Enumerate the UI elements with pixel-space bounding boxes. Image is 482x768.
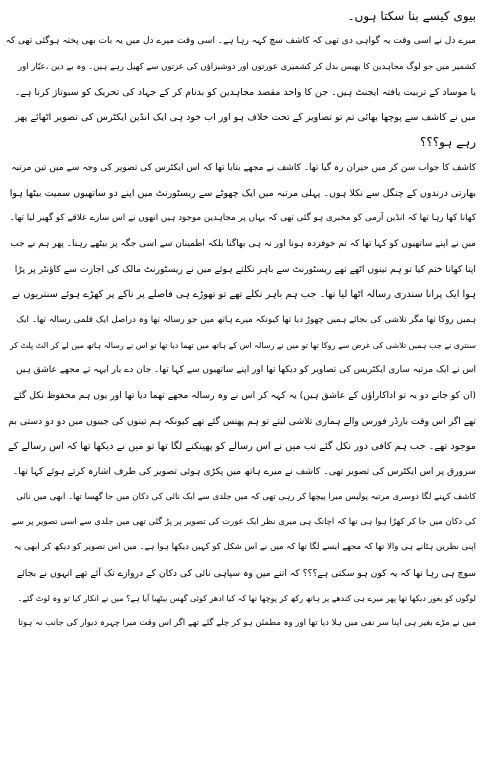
text-line: کشمیر میں جو لوگ مجاہدین کا بھیس بدل کر کشمیری عورتوں اور دوشیزاؤں کی عزتوں سے کھیل رہے ہیں۔ وہ بے دین ،عیّار اور <box>17 61 476 72</box>
text-line: لوگوں کو بغور دیکھا تھا پھر میرے ہی کندھے پر ہاتھ رکھ کر پوچھا تھا کہ کیا ادھر کوئی گھس بیٹھیا آیا ہے؟ میں نے انکار کیا تو وہ لوٹ گئے۔ <box>17 593 476 603</box>
paragraph <box>6 485 476 637</box>
text-line: اپنا کھانا ختم کیا تو ہم تینوں اٹھے تھے ریسٹورنٹ سے باہر نکلتے ہوئے میں نے ریسٹورنٹ مالک کی اجازت سے کاؤنٹر پر پڑا <box>14 263 476 275</box>
text-line: کھانا کھا رہا تھا کہ انڈین آرمی کو مخبری ہو گئی تھی کہ یہاں پر مجاہدین موجود ہیں انھوں نے اس سارے علاقے کو گھیر لیا تھا۔ <box>9 213 476 224</box>
text-line: ہوا ایک پرانا سندری رسالہ اٹھا لیا تھا۔ جب ہم باہر نکلے تھے تو تھوڑے ہی فاصلے پر ناکے پر کھڑے ہوئے سنتریوں نے <box>11 289 476 301</box>
text-line: اپنی نظریں ہٹانے ہی والا تھا کہ مجھے ایسے لگا تھا کہ میں نے اس شکل کو کہیں دیکھا ہوا ہے۔ میں اس تصویر کو دیکھ کر ابھی یہ <box>13 542 476 553</box>
text-line: میں نے کاشف سے پوچھا بھائی تم تو تصاویر کے تحت خلاف ہو اور اب خود ہی ایک انڈین ایکٹرس کی تصویر اٹھائے پھر <box>15 112 476 124</box>
text-line: بیوی کیسے بنا سکتا ہوں۔ <box>347 9 476 23</box>
text-line: میں نے مڑے بغیر ہی اپنا سر نفی میں ہلا دیا تھا اور وہ مطمئن ہو کر چلے گئے تھے اگر اس وقت میرا چہرہ دیوار کی جانب نہ ہوتا <box>18 618 476 629</box>
paragraph <box>6 156 476 485</box>
text-line: اس نے ایک مرتبہ ساری ایکٹریس کی تصاویر کو دیکھا تھا اور اپنے ساتھیوں سے کہا تھا۔ جان دے یار ایہہ تے مجھے عاشق ہیں <box>16 365 476 376</box>
text-line: تھے اگر اس وقت بارڈر فورس والے ہماری تلاشی لیتے تو ہم پھنس گئے تھے کیونکہ ہم تینوں کی جیبوں میں دو دو دستی بم <box>8 415 476 427</box>
text-line: یا موساد کے تربیت یافتہ ایجنٹ ہیں۔ جن کا واحد مقصد مجاہدین کو بدنام کر کے جہاد کی تحریک کو سبوتاژ کرنا ہے۔ <box>14 86 476 98</box>
text-line: میں نے اپنے ساتھیوں کو کہا تھا کہ تم خوفزدہ ہونا اور نہ ہی بھاگنا بلکہ اطمینان سے اسی جگہ پر بیٹھے رہنا۔ پھر ہم نے جب <box>10 238 476 249</box>
text-line: کاشف کہنے لگا دوسری مرتبہ پولیس میرا پیچھا کر رہی تھی کہ میں جلدی سے ایک نائی کی دکان میں جا گھسا تھا۔ ابھی میں نائی <box>16 491 476 502</box>
text-line: رہے ہو؟؟؟ <box>419 135 476 150</box>
text-line: بھارتی درندوں کے چنگل سے نکلا ہوں۔ پہلی مرتبہ میں ایک چھوٹے سے ریسٹورنٹ میں اپنے دو ساتھیوں سمیت بیٹھا ہوا <box>9 188 476 200</box>
text-line: (ان کو جانے دو یہ تو اداکاراؤں کے عاشق ہیں) یہ کہہ کر اس نے وہ رسالہ مجھے تھما دیا تھا اور یوں ہم محفوظ نکل گئے <box>13 390 476 402</box>
text-line: میرے دل نے اسی وقت یہ گواہی دی تھی کہ کاشف سچ کہہ رہا ہے۔ اسی وقت میرے دل میں یہ بات بھی پختہ ہوگئی تھی کہ <box>6 36 476 47</box>
text-line: سرورق پر اس ایکٹرس کی تصویر تھی۔ کاشف نے میرے ہاتھ میں پکڑی ہوئی تصویر کی طرف اشارہ کرتے ہوئے کہا تھا۔ <box>12 466 476 478</box>
text-line: سنتری نے جب ہمیں تلاشی کی غرض سے روکا تھا تو میں نے رسالہ اس کے ہاتھ میں تھما دیا تھا تو اس نے رسالہ ہاتھ میں لے کر الٹ پلٹ کر <box>9 340 476 350</box>
paragraph <box>6 4 476 105</box>
text-line: ہمیں روکا تھا مگر تلاشی کی بجائے ہمیں چھوڑ دیا تھا کیونکہ میرے ہاتھ میں جو رسالہ تھا وہ دراصل ایک فلمی رسالہ تھا۔ ایک <box>16 314 476 325</box>
paragraph <box>6 105 476 156</box>
text-line: سوچ ہی رہا تھا کہ یہ کون ہو سکتی ہے؟؟؟ کہ اتنے میں وہ سپاہی نائی کی دکان کے دروازے تک آئے تھے انہوں نے بجائے <box>16 567 476 579</box>
text-line: کی دکان میں جا کر کھڑا ہوا ہی تھا کہ اچانک ہی میری نظر ایک عورت کی تصویر پر پڑ گئی تھی میں جلدی سے اسی تصویر پر سے <box>11 516 476 527</box>
text-line: موجود تھے۔ جب ہم کافی دور نکل گئے تب میں نے اس رسالے کو پھینکنے لگا تھا تو میں نے دیکھا تھا کہ اس رسالے کے <box>8 441 476 453</box>
text-line: کاشف کا جواب سن کر میں حیران رہ گیا تھا۔ کاشف نے مجھے بتایا تھا کہ اس ایکٹرس کی تصویر کی وجہ سے میں تین مرتبہ <box>11 162 476 173</box>
